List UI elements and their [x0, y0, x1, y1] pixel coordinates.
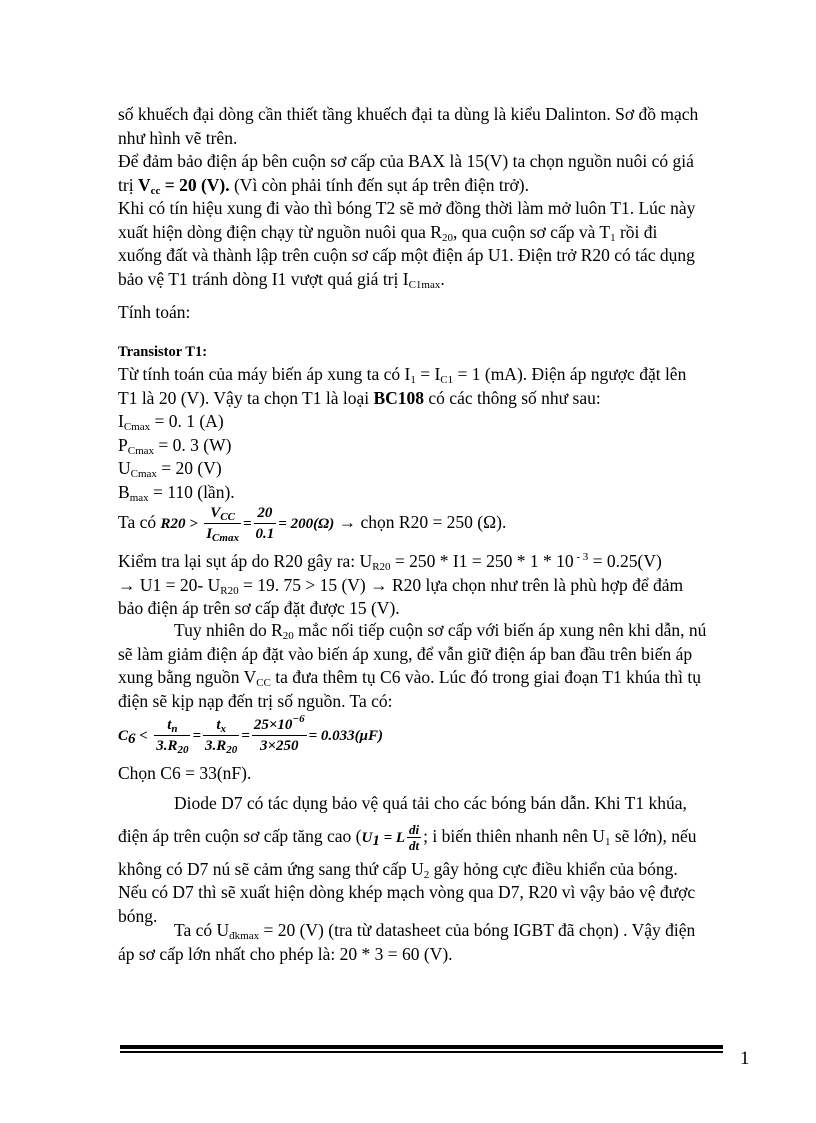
text-line: Tuy nhiên do $R_{20}$ mắc nối tiếp cuộn sơ cấp với biến áp xung nên khi dẫn, nú — [174, 620, 707, 642]
text-line: Kiểm tra lại sụt áp do R20 gây ra: $U_{R20} = 250 * I1 = 250 * 1 * 10$ $^{- 3}$ = 0.25(V) — [118, 551, 662, 573]
text-line: → U1 = 20- $U_{R20} = 19$. 75 > 15 (V) → R20 lựa chọn như trên là phù hợp để đảm — [118, 574, 684, 597]
subheading-transistor-t1: Transistor T1: — [118, 344, 208, 360]
text-line: số khuếch đại dòng cần thiết tầng khuếch đại ta dùng là kiểu Dalinton. Sơ đồ mạch — [118, 104, 699, 124]
section-heading-calculation: Tính toán: — [118, 302, 191, 322]
text-line: bảo vệ T1 tránh dòng I1 vượt quá giá trị $I_{C1max}$. — [118, 268, 445, 291]
footer-rule-thin — [120, 1051, 723, 1053]
paragraph-intro — [118, 103, 748, 150]
text-line: điện áp trên cuộn sơ cấp tăng cao ($U_1 = L$ $\frac{di}{dt}$ ; i biến thiên nhanh nên $U_1$ sẽ lớn), nếu — [118, 821, 697, 853]
text-line: xuống đất và thành lập trên cuộn sơ cấp một điện áp U1. Điện trở R20 có tác dụng — [118, 245, 695, 265]
paragraph-diode — [118, 792, 748, 928]
spec-line: $I_{Cmax} = 0$. 1 (A) — [118, 411, 224, 433]
text-line: không có D7 nú sẽ cảm ứng sang thứ cấp $U_2$ gây hỏng cực điều khiển của bóng. — [118, 858, 678, 881]
text-line: Nếu có D7 thì sẽ xuất hiện dòng khép mạch vòng qua D7, R20 vì vậy bảo vệ được — [118, 882, 696, 902]
spec-line: $P_{Cmax} = 0$. 3 (W) — [118, 434, 232, 457]
fraction: $\frac{di}{dt}$ — [409, 821, 420, 853]
text-line: Từ tính toán của máy biến áp xung ta có $I_1 = I_{C1} = 1$ (mA). Điện áp ngược đặt lên — [118, 364, 687, 386]
text-line: Ta có $U_{đkmax} = 20$ (V) (tra từ datasheet của bóng IGBT đã chọn) . Vậy điện — [174, 920, 696, 942]
text-line: xung bằng nguồn $V_{CC}$ ta đưa thêm tụ C6 vào. Lúc đó trong giai đoạn T1 khúa thì tụ — [118, 667, 701, 689]
paragraph-power-supply — [118, 150, 748, 197]
paragraph-capacitor — [118, 619, 748, 713]
footer-rule-thick — [120, 1045, 723, 1049]
fraction: $\frac{20}{0.1}$ — [255, 505, 275, 543]
equation-c6: $C_6$ < $\frac{t_n}{3.R_{20}}$ = $\frac{t_x}{3.R_{20}}$ = $\frac{25\times 10^{-6}}{3\times 250}$ = 0.033(μF) — [118, 713, 383, 757]
text-line: sẽ làm giảm điện áp đặt vào biến áp xung, để vẫn giữ điện áp ban đầu trên biến áp — [118, 643, 693, 664]
text-line: trị $V_{cc} = 20$ (V). (Vì còn phải tính đến sụt áp trên điện trở). — [118, 174, 529, 197]
fraction: $\frac{25\times 10^{-6}}{3\times 250}$ — [253, 713, 305, 755]
text-line: Để đảm bảo điện áp bên cuộn sơ cấp của BAX là 15(V) ta chọn nguồn nuôi có giá — [118, 151, 694, 171]
text-line: xuất hiện dòng điện chạy từ nguồn nuôi qua $R_{20}$, qua cuộn sơ cấp và $T_1$ rồi đi — [118, 221, 658, 244]
text-choose-c6: Chọn C6 = 33(nF). — [118, 763, 252, 783]
text-line: bóng. — [118, 905, 158, 926]
text-line: Khi có tín hiệu xung đi vào thì bóng T2 sẽ mở đồng thời làm mở luôn T1. Lúc này — [118, 198, 696, 218]
equation-r20: Ta có R20 > $\frac{V_{CC}}{I_{Cmax}}$ = $\frac{20}{0.1}$ = 200(Ω) → chọn R20 = 250 (Ω). — [118, 505, 507, 545]
text-line: bảo điện áp trên sơ cấp đặt được 15 (V). — [118, 598, 400, 618]
spec-line: $B_{max} = 110$ (lần). — [118, 481, 235, 504]
paragraph-transistor — [118, 363, 748, 504]
text-line: T1 là 20 (V). Vậy ta chọn T1 là loại BC108 có các thông số như sau: — [118, 387, 601, 408]
fraction: $\frac{V_{CC}}{I_{Cmax}}$ — [206, 505, 239, 545]
paragraph-check — [118, 550, 748, 621]
text-line: điện sẽ kịp nạp đến trị số nguồn. Ta có: — [118, 690, 393, 711]
paragraph-max-voltage — [118, 919, 748, 966]
spec-line: $U_{Cmax} = 20$ (V) — [118, 458, 222, 480]
text-line: áp sơ cấp lớn nhất cho phép là: 20 * 3 = 60 (V). — [118, 943, 453, 964]
page-number: 1 — [740, 1048, 750, 1069]
fraction: $\frac{t_n}{3.R_{20}}$ — [156, 717, 189, 757]
paragraph-operation — [118, 197, 748, 291]
fraction: $\frac{t_x}{3.R_{20}}$ — [205, 717, 238, 757]
text-line: Diode D7 có tác dụng bảo vệ quá tải cho các bóng bán dẫn. Khi T1 khúa, — [174, 793, 687, 813]
text-line: như hình vẽ trên. — [118, 127, 238, 148]
